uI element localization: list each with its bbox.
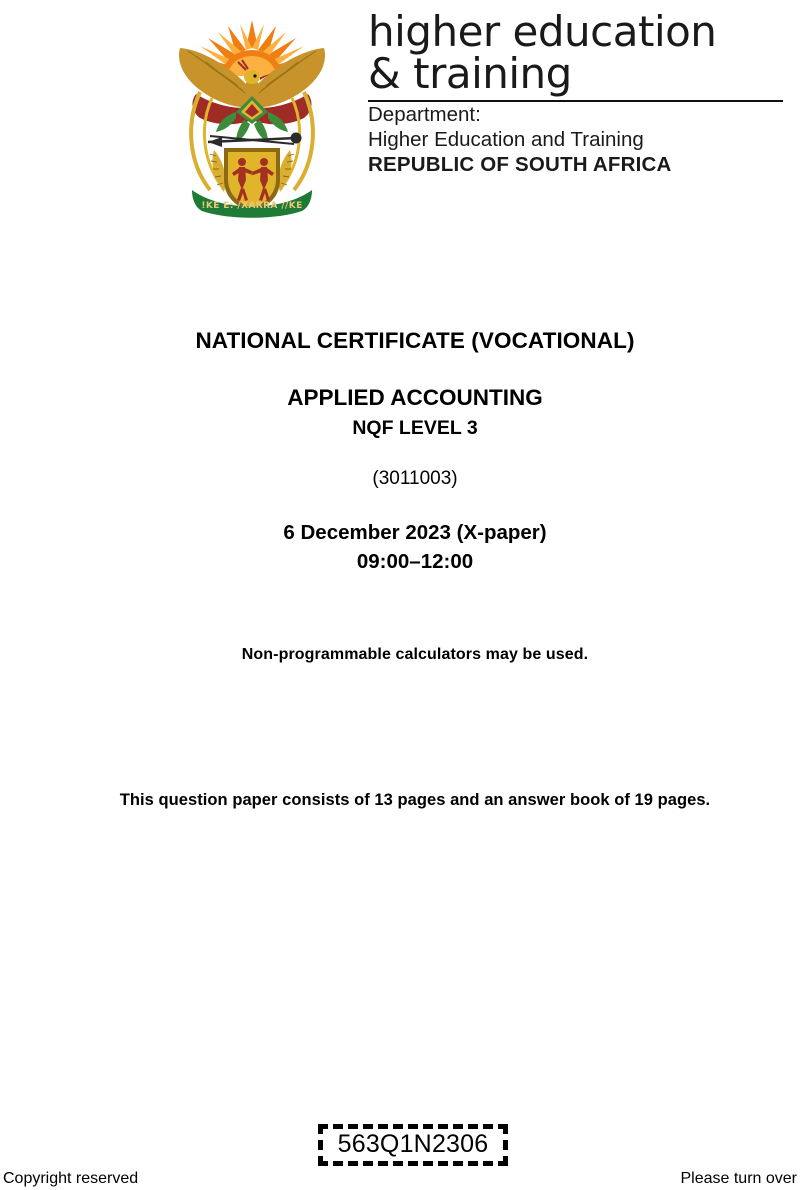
- nqf-level: NQF LEVEL 3: [352, 417, 478, 439]
- department-name: Higher Education and Training: [368, 127, 644, 151]
- letterhead: [0, 8, 800, 223]
- paper-code-box: [318, 1124, 508, 1166]
- paper-code-value: 563Q1N2306: [337, 1130, 489, 1158]
- exam-date: 6 December 2023 (X-paper): [283, 521, 547, 544]
- crest-motto-text: !KE E: /XARRA //KE: [201, 201, 303, 211]
- logo-line-and-training: & training: [368, 48, 572, 98]
- department-label: Department:: [368, 102, 481, 126]
- certificate-title: NATIONAL CERTIFICATE (VOCATIONAL): [195, 328, 635, 353]
- turn-over-notice: Please turn over: [680, 1170, 797, 1187]
- department-wordmark: [368, 7, 786, 177]
- republic-of-south-africa: REPUBLIC OF SOUTH AFRICA: [368, 152, 672, 176]
- page-count-note: This question paper consists of 13 pages and an answer book of 19 pages.: [119, 791, 711, 809]
- logo-line-higher-education: higher education: [368, 7, 717, 56]
- subject-title: APPLIED ACCOUNTING: [287, 385, 543, 410]
- south-african-coat-of-arms-icon: [166, 12, 338, 224]
- subject-code: (3011003): [372, 468, 458, 489]
- copyright-notice: Copyright reserved: [3, 1170, 139, 1187]
- page-footer: [0, 1170, 800, 1190]
- exam-time: 09:00–12:00: [356, 550, 474, 573]
- calculator-note: Non-programmable calculators may be used.: [241, 646, 589, 663]
